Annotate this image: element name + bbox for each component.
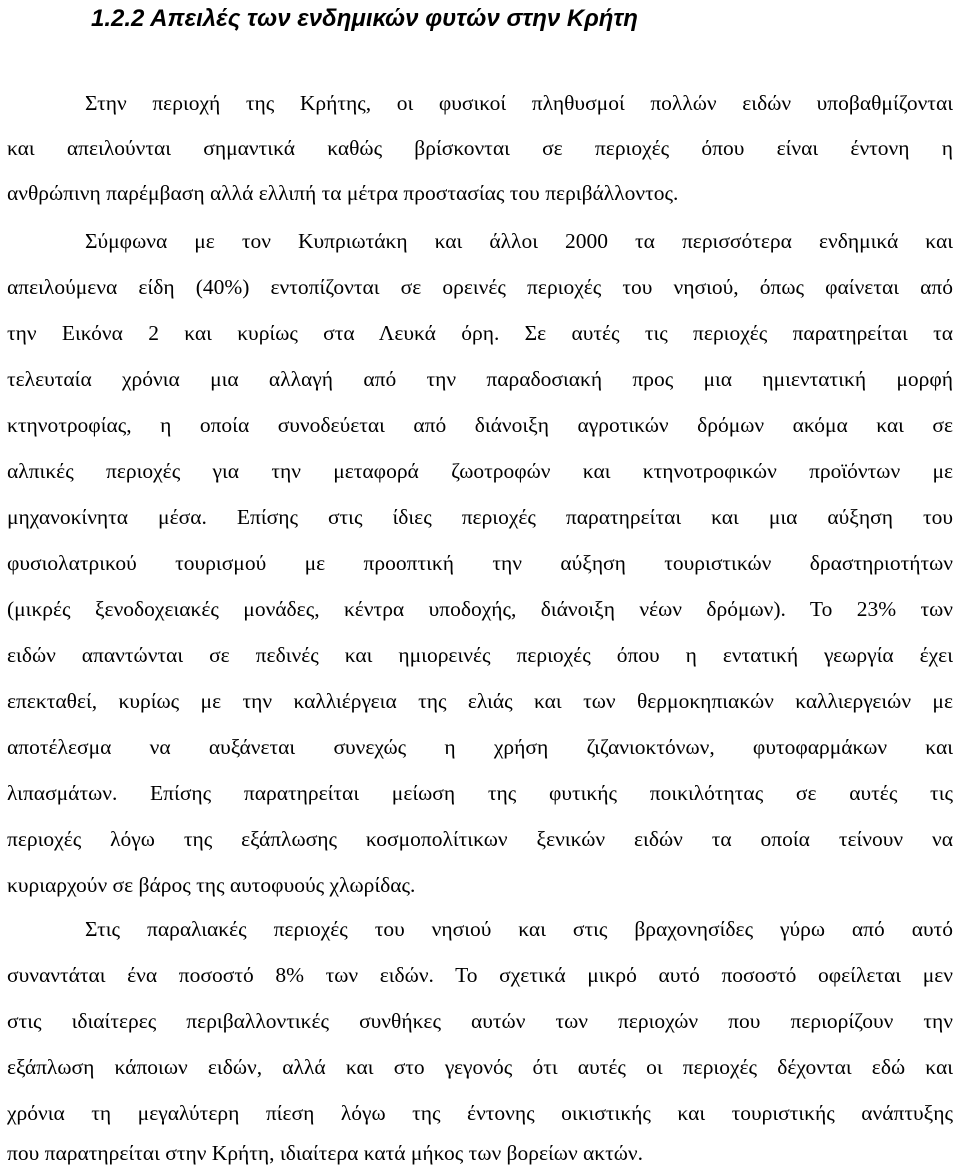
section-heading bbox=[91, 4, 638, 34]
paragraph-line: αλπικές περιοχές για την μεταφορά ζωοτροφών και κτηνοτροφικών προϊόντων με bbox=[7, 459, 953, 483]
paragraph-line: Στην περιοχή της Κρήτης, οι φυσικοί πληθυσμοί πολλών ειδών υποβαθμίζονται bbox=[85, 91, 953, 115]
paragraph-line: λιπασμάτων. Επίσης παρατηρείται μείωση της φυτικής ποικιλότητας σε αυτές τις bbox=[7, 781, 953, 805]
paragraph-line: που παρατηρείται στην Κρήτη, ιδιαίτερα κατά μήκος των βορείων ακτών. bbox=[7, 1141, 644, 1165]
section-number: 1.2.2 bbox=[91, 5, 145, 32]
paragraph-line: την Εικόνα 2 και κυρίως στα Λευκά όρη. Σε αυτές τις περιοχές παρατηρείται τα bbox=[7, 321, 953, 345]
paragraph-line: Στις παραλιακές περιοχές του νησιού και στις βραχονησίδες γύρω από αυτό bbox=[85, 917, 953, 941]
paragraph-line: ειδών απαντώνται σε πεδινές και ημιορεινές περιοχές όπου η εντατική γεωργία έχει bbox=[7, 643, 953, 667]
paragraph-line: ανθρώπινη παρέμβαση αλλά ελλιπή τα μέτρα προστασίας του περιβάλλοντος. bbox=[7, 181, 679, 205]
paragraph-line: φυσιολατρικού τουρισμού με προοπτική την αύξηση τουριστικών δραστηριοτήτων bbox=[7, 551, 953, 575]
paragraph-line: απειλούμενα είδη (40%) εντοπίζονται σε ορεινές περιοχές του νησιού, όπως φαίνεται από bbox=[7, 275, 953, 299]
paragraph-line: χρόνια τη μεγαλύτερη πίεση λόγω της έντονης οικιστικής και τουριστικής ανάπτυξης bbox=[7, 1101, 953, 1125]
paragraph-line: κτηνοτροφίας, η οποία συνοδεύεται από διάνοιξη αγροτικών δρόμων ακόμα και σε bbox=[7, 413, 953, 437]
paragraph-line: στις ιδιαίτερες περιβαλλοντικές συνθήκες αυτών των περιοχών που περιορίζουν την bbox=[7, 1009, 953, 1033]
paragraph-line: περιοχές λόγω της εξάπλωσης κοσμοπολίτικων ξενικών ειδών τα οποία τείνουν να bbox=[7, 827, 953, 851]
paragraph-line: συναντάται ένα ποσοστό 8% των ειδών. Το σχετικά μικρό αυτό ποσοστό οφείλεται μεν bbox=[7, 963, 953, 987]
paragraph-line: αποτέλεσμα να αυξάνεται συνεχώς η χρήση ζιζανιοκτόνων, φυτοφαρμάκων και bbox=[7, 735, 953, 759]
paragraph-line: εξάπλωση κάποιων ειδών, αλλά και στο γεγονός ότι αυτές οι περιοχές δέχονται εδώ και bbox=[7, 1055, 953, 1079]
paragraph-line: κυριαρχούν σε βάρος της αυτοφυούς χλωρίδας. bbox=[7, 873, 416, 897]
paragraph-line: τελευταία χρόνια μια αλλαγή από την παραδοσιακή προς μια ημιεντατική μορφή bbox=[7, 367, 953, 391]
paragraph-line: Σύμφωνα με τον Κυπριωτάκη και άλλοι 2000 τα περισσότερα ενδημικά και bbox=[85, 229, 953, 253]
paragraph-line: επεκταθεί, κυρίως με την καλλιέργεια της ελιάς και των θερμοκηπιακών καλλιεργειών με bbox=[7, 689, 953, 713]
paragraph-line: (μικρές ξενοδοχειακές μονάδες, κέντρα υποδοχής, διάνοιξη νέων δρόμων). Το 23% των bbox=[7, 597, 953, 621]
paragraph-line: και απειλούνται σημαντικά καθώς βρίσκονται σε περιοχές όπου είναι έντονη η bbox=[7, 136, 953, 160]
paragraph-line: μηχανοκίνητα μέσα. Επίσης στις ίδιες περιοχές παρατηρείται και μια αύξηση του bbox=[7, 505, 953, 529]
section-title: Απειλές των ενδημικών φυτών στην Κρήτη bbox=[150, 5, 638, 32]
